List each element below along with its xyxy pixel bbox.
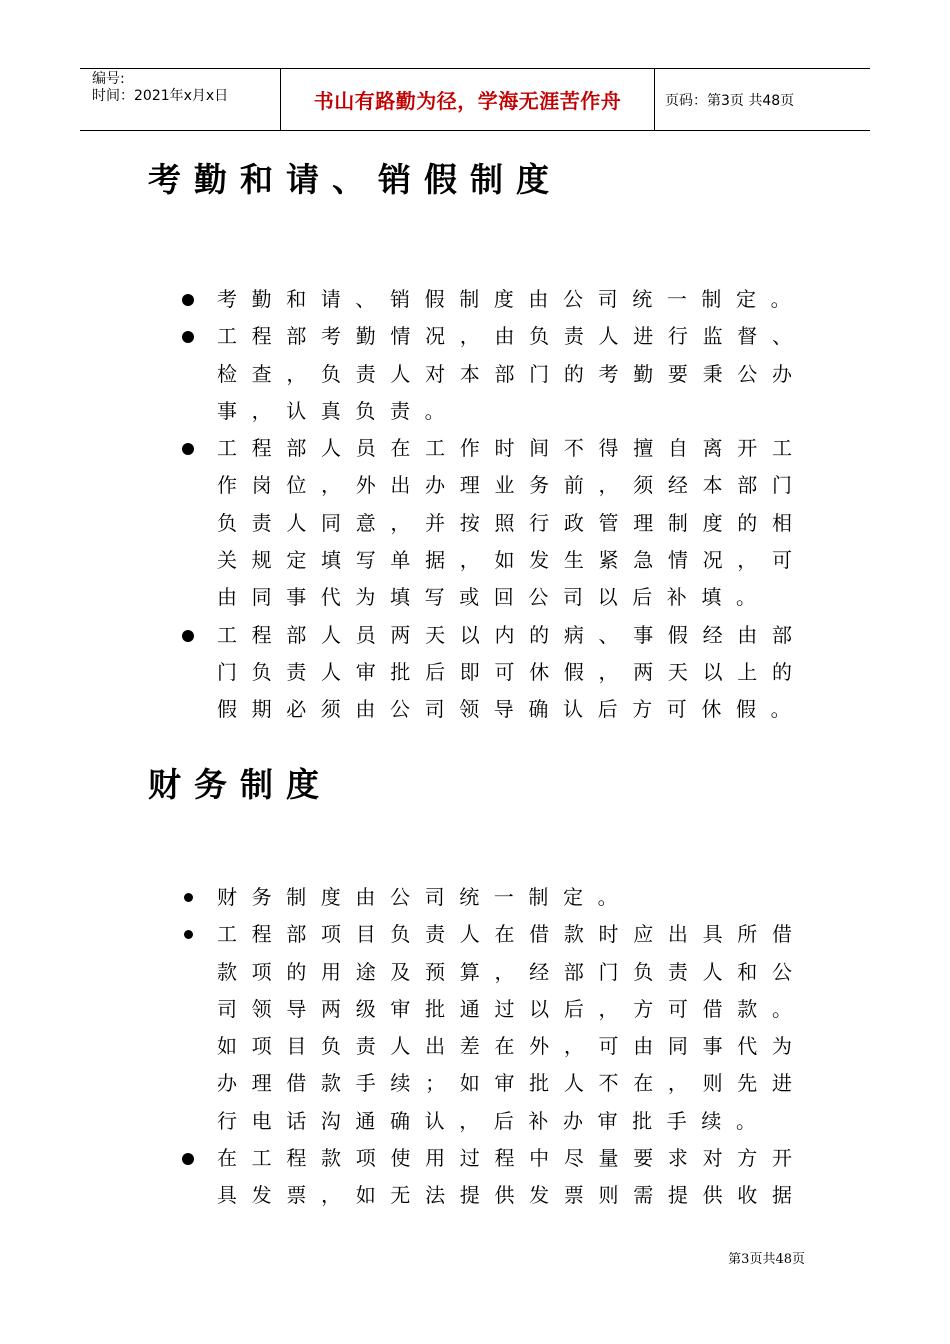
header-meta xyxy=(80,69,281,130)
list-item-line: 检查，负责人对本部门的考勤要秉公办 xyxy=(217,361,792,386)
bullet-icon xyxy=(184,930,193,939)
list-item xyxy=(180,430,792,616)
list-item-line: 事，认真负责。 xyxy=(217,398,460,423)
header-page-code: 页码：第3页 共48页 xyxy=(665,92,795,109)
list-item-line: 假期必须由公司领导确认后方可休假。 xyxy=(217,697,806,722)
attendance-rules-list xyxy=(180,281,806,729)
list-item-line: 在工程款项使用过程中尽量要求对方开 xyxy=(217,1146,792,1171)
header-motto: 书山有路勤为径，学海无涯苦作舟 xyxy=(281,69,655,130)
section-title-attendance: 考勤和请、销假制度 xyxy=(148,160,562,199)
list-item xyxy=(180,879,792,916)
list-item-line: 款项的用途及预算，经部门负责人和公 xyxy=(217,959,792,984)
number-label: 编号: xyxy=(92,71,125,87)
list-item-line: 司领导两级审批通过以后，方可借款。 xyxy=(217,996,792,1021)
list-item-line: 工程部人员在工作时间不得擅自离开工 xyxy=(217,436,792,461)
list-item-line: 具发票，如无法提供发票则需提供收据 xyxy=(217,1183,792,1208)
list-item-line: 工程部项目负责人在借款时应出具所借 xyxy=(217,922,792,947)
list-item-line: 负责人同意，并按照行政管理制度的相 xyxy=(217,510,792,535)
section-title-finance: 财务制度 xyxy=(148,765,332,804)
page-footer: 第3页共48页 xyxy=(728,1252,805,1267)
list-item xyxy=(180,617,806,729)
bullet-icon xyxy=(182,331,194,343)
list-item xyxy=(180,916,792,1140)
bullet-icon xyxy=(182,443,194,455)
bullet-icon xyxy=(182,1153,194,1165)
list-item xyxy=(180,318,792,430)
list-item-line: 门负责人审批后即可休假，两天以上的 xyxy=(217,659,792,684)
list-item-line: 财务制度由公司统一制定。 xyxy=(217,885,633,909)
list-item-line: 考勤和请、销假制度由公司统一制定。 xyxy=(217,287,806,311)
bullet-icon xyxy=(182,294,194,306)
list-item-line: 工程部人员两天以内的病、事假经由部 xyxy=(217,622,792,647)
header-table xyxy=(80,68,870,131)
list-item xyxy=(180,1140,792,1215)
list-item-line: 关规定填写单据，如发生紧急情况，可 xyxy=(217,548,792,573)
list-item-line: 办理借款手续；如审批人不在，则先进 xyxy=(217,1071,792,1096)
list-item-line: 行电话沟通确认，后补办审批手续。 xyxy=(217,1108,771,1133)
list-item-line: 作岗位，外出办理业务前，须经本部门 xyxy=(217,473,792,498)
list-item-line: 工程部考勤情况，由负责人进行监督、 xyxy=(217,324,792,349)
list-item-line: 由同事代为填写或回公司以后补填。 xyxy=(217,585,771,610)
time-label: 时间：2021年x月x日 xyxy=(92,88,229,104)
bullet-icon xyxy=(184,893,193,902)
finance-rules-list xyxy=(180,879,792,1215)
bullet-icon xyxy=(182,630,194,642)
list-item-line: 如项目负责人出差在外，可由同事代为 xyxy=(217,1034,792,1059)
list-item xyxy=(180,281,806,318)
